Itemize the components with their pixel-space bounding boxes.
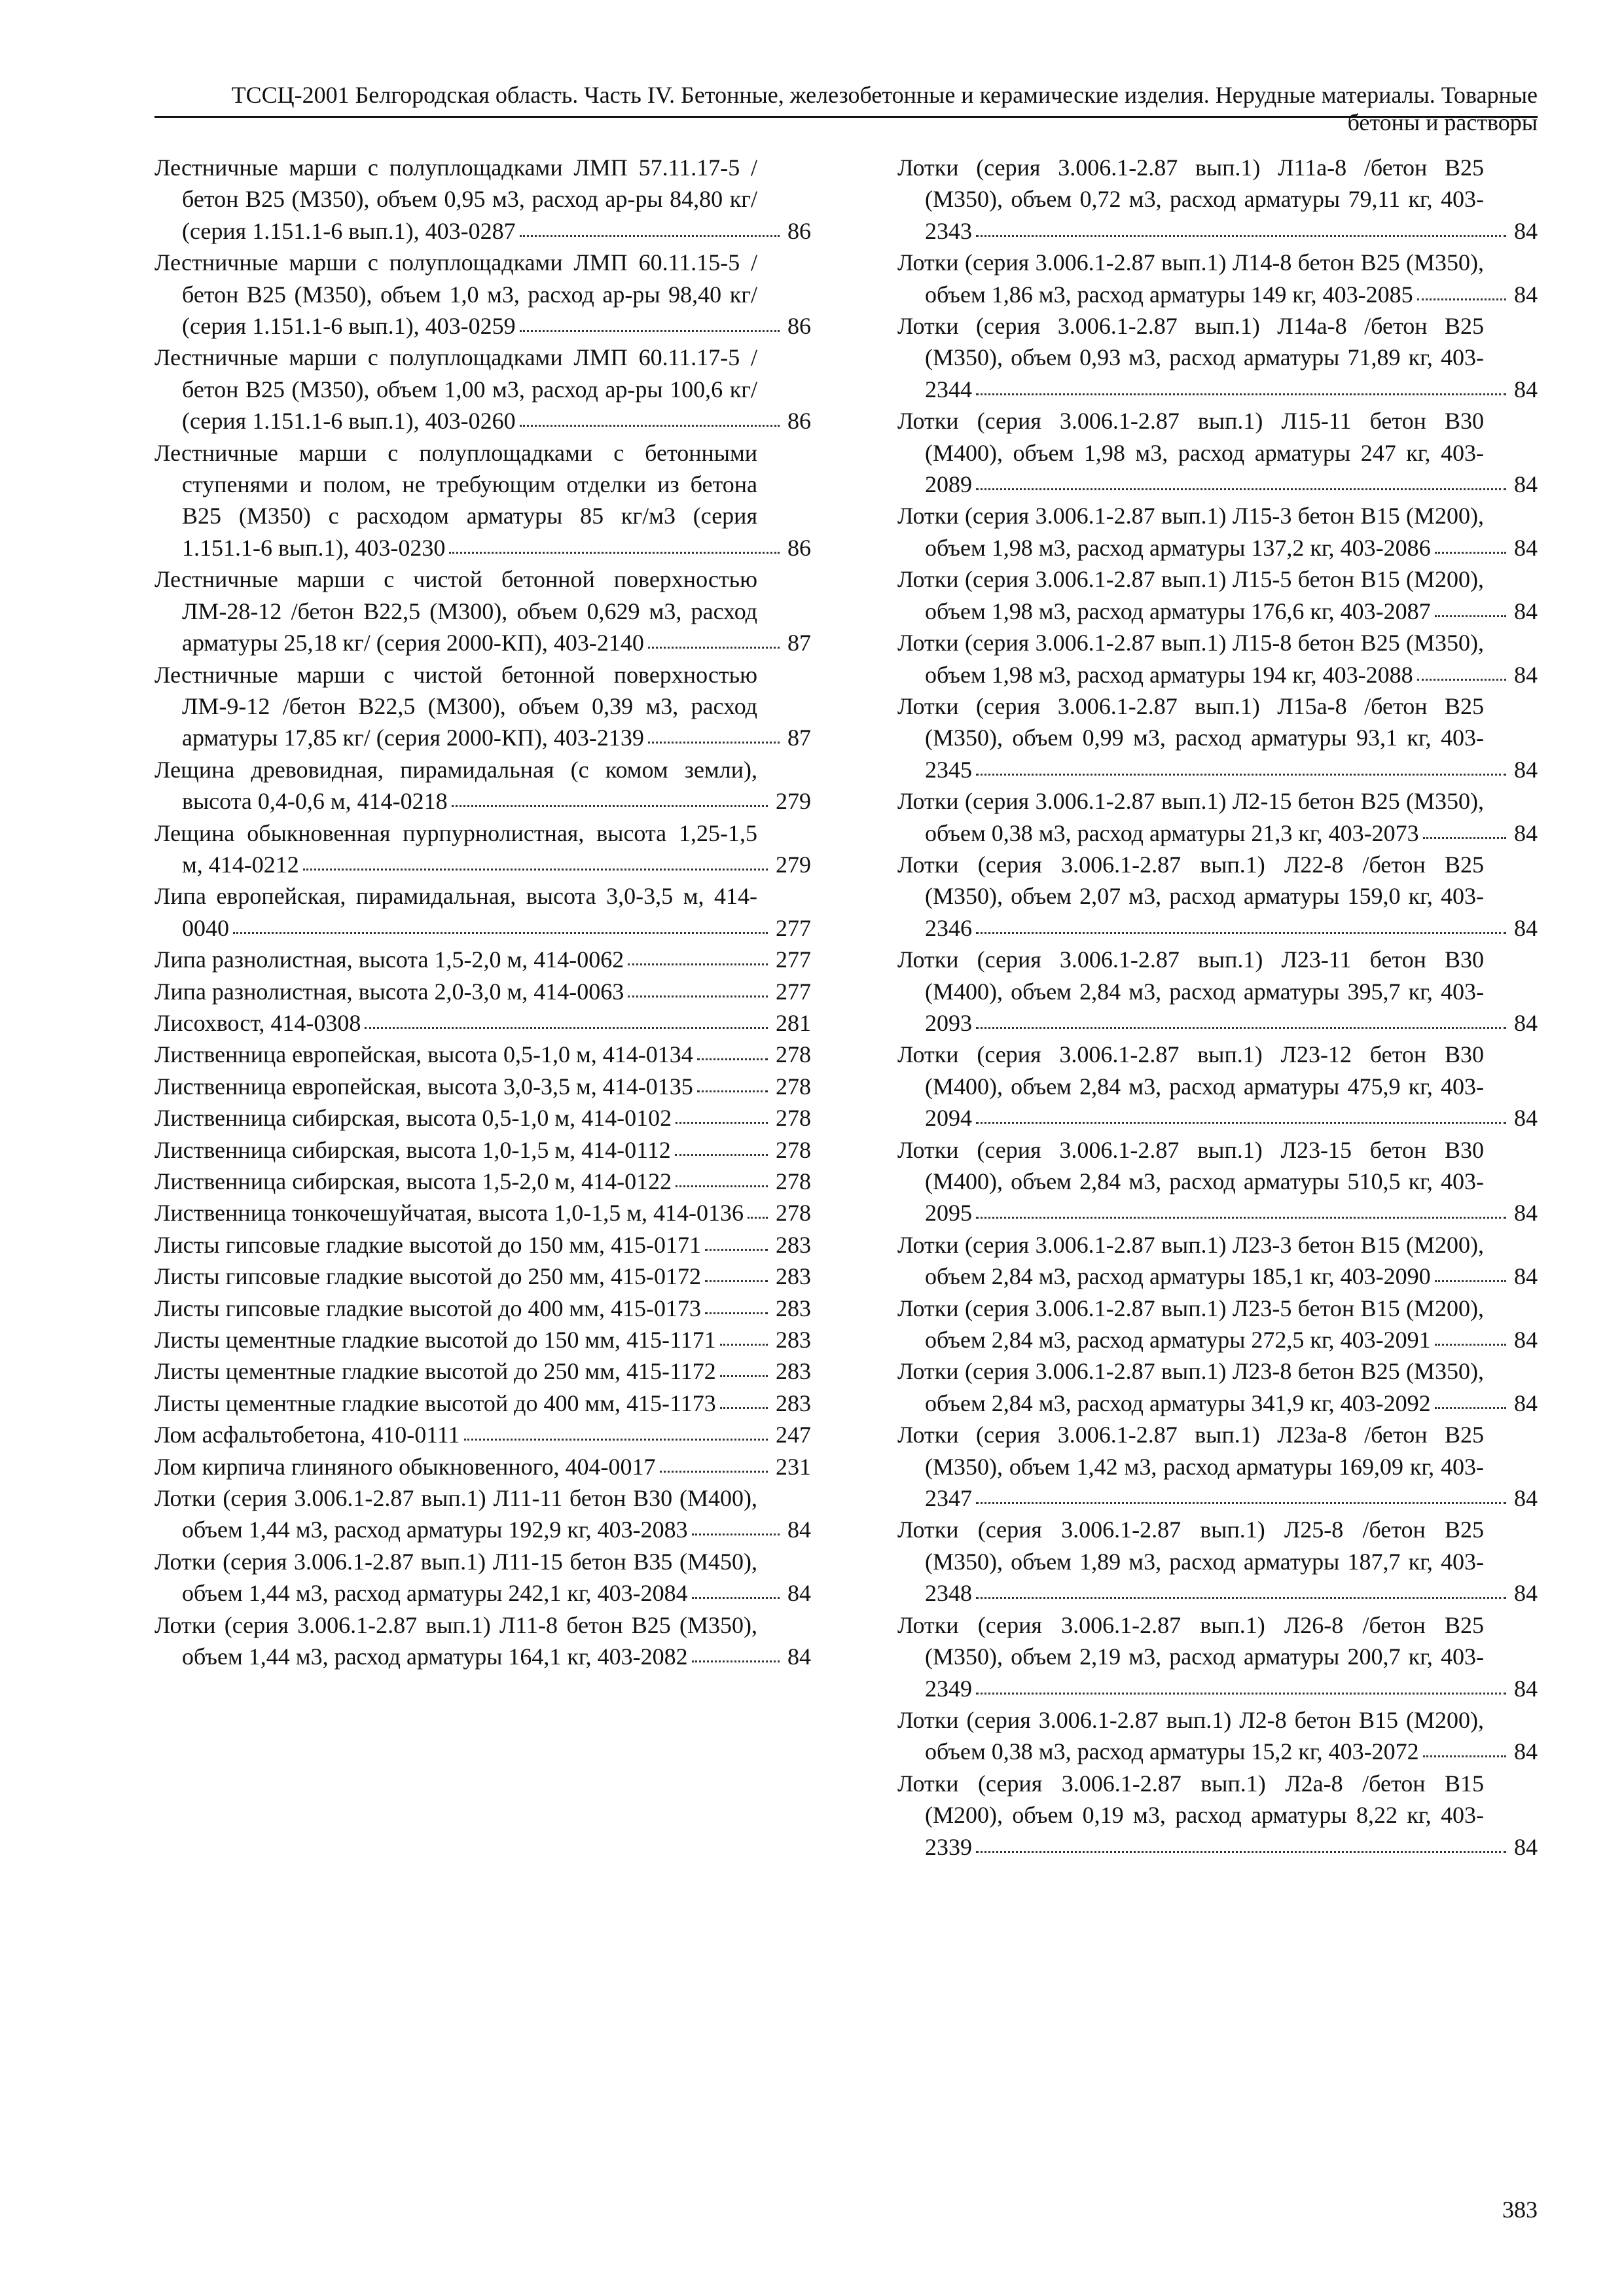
dot-leader <box>976 1693 1506 1695</box>
index-entry-page: 86 <box>782 215 811 247</box>
index-entry-text: Лиственница сибирская, высота 1,0-1,5 м, 414-0112 <box>154 1136 671 1163</box>
index-entry <box>154 1166 811 1197</box>
index-entry-page: 84 <box>1509 659 1538 691</box>
dot-leader <box>449 552 780 554</box>
dot-leader <box>720 1407 768 1409</box>
index-entry <box>154 880 811 944</box>
dot-leader <box>452 805 768 807</box>
index-entry-text: Лестничные марши с полуплощадками ЛМП 57.11.17-5 /бетон В25 (М350), объем 0,95 м3, расход ар-ры 84,80 кг/ (серия 1.151.1-6 вып.1), 403-0287 <box>154 154 757 244</box>
index-entry-text: Лотки (серия 3.006.1-2.87 вып.1) Л11-15 бетон В35 (М450), объем 1,44 м3, расход арматуры 242,1 кг, 403-2084 <box>154 1548 757 1607</box>
dot-leader <box>705 1249 768 1251</box>
dot-leader <box>976 774 1506 776</box>
index-entry-page: 283 <box>770 1261 811 1292</box>
index-entry-page: 283 <box>770 1388 811 1419</box>
dot-leader <box>1423 837 1506 839</box>
index-entry-page: 84 <box>1509 532 1538 564</box>
index-entry-page: 84 <box>1509 1197 1538 1229</box>
index-entry <box>897 944 1538 1039</box>
index-entry-text: Листы гипсовые гладкие высотой до 400 мм, 415-0173 <box>154 1295 702 1321</box>
dot-leader <box>692 1597 780 1599</box>
index-entry-page: 84 <box>782 1514 811 1545</box>
index-entry <box>154 1482 811 1546</box>
index-entry <box>897 1134 1538 1229</box>
index-entry <box>154 1007 811 1039</box>
running-header: ТССЦ-2001 Белгородская область. Часть IV. Бетонные, железобетонные и керамические изделия. Нерудные материалы. Товарные бетоны и растворы <box>231 82 1538 135</box>
index-entry <box>154 564 811 658</box>
index-entry-page: 84 <box>1509 1261 1538 1292</box>
index-entry-page: 84 <box>1509 1388 1538 1419</box>
index-entry-text: Листы цементные гладкие высотой до 400 мм, 415-1173 <box>154 1390 716 1416</box>
index-entry-text: Лотки (серия 3.006.1-2.87 вып.1) Л14-8 бетон В25 (М350), объем 1,86 м3, расход арматуры 149 кг, 403-2085 <box>897 249 1484 308</box>
index-entry-text: Лотки (серия 3.006.1-2.87 вып.1) Л15-3 бетон В15 (М200), объем 1,98 м3, расход арматуры 137,2 кг, 403-2086 <box>897 503 1484 561</box>
dot-leader <box>720 1375 768 1377</box>
index-entry-page: 87 <box>782 627 811 658</box>
dot-leader <box>1417 679 1506 681</box>
index-entry-text: Лотки (серия 3.006.1-2.87 вып.1) Л15а-8 /бетон В25 (М350), объем 0,99 м3, расход арматуры 93,1 кг, 403-2345 <box>897 692 1484 783</box>
dot-leader <box>648 742 780 744</box>
index-entry <box>154 1071 811 1102</box>
index-entry-text: Лотки (серия 3.006.1-2.87 вып.1) Л23-8 бетон В25 (М350), объем 2,84 м3, расход арматуры 341,9 кг, 403-2092 <box>897 1358 1484 1416</box>
index-entry-page: 278 <box>770 1102 811 1134</box>
index-entry <box>154 754 811 817</box>
dot-leader <box>520 235 780 237</box>
index-entry-text: Лотки (серия 3.006.1-2.87 вып.1) Л11-11 бетон В30 (М400), объем 1,44 м3, расход арматуры 192,9 кг, 403-2083 <box>154 1485 757 1543</box>
index-entry-text: Лотки (серия 3.006.1-2.87 вып.1) Л22-8 /бетон В25 (М350), объем 2,07 м3, расход арматуры 159,0 кг, 403-2346 <box>897 851 1484 941</box>
index-entry <box>897 1355 1538 1419</box>
index-entry-page: 84 <box>1509 1324 1538 1355</box>
dot-leader <box>976 1122 1506 1124</box>
dot-leader <box>705 1312 768 1314</box>
index-entry <box>897 152 1538 247</box>
dot-leader <box>697 1090 768 1092</box>
index-entry <box>897 500 1538 564</box>
index-entry-page: 231 <box>770 1451 811 1482</box>
index-entry <box>154 1102 811 1134</box>
index-entry <box>154 1419 811 1450</box>
index-entry <box>154 1355 811 1387</box>
index-entry-page: 84 <box>1509 596 1538 627</box>
dot-leader <box>520 425 780 427</box>
index-entry <box>154 1261 811 1292</box>
index-entry-text: Листы гипсовые гладкие высотой до 150 мм, 415-0171 <box>154 1231 702 1258</box>
index-entry <box>897 1514 1538 1609</box>
index-entry-text: Лотки (серия 3.006.1-2.87 вып.1) Л23а-8 /бетон В25 (М350), объем 1,42 м3, расход арматуры 169,09 кг, 403-2347 <box>897 1422 1484 1512</box>
index-entry <box>897 1704 1538 1768</box>
index-entry-text: Лотки (серия 3.006.1-2.87 вып.1) Л11а-8 /бетон В25 (М350), объем 0,72 м3, расход арматуры 79,11 кг, 403-2343 <box>897 154 1484 244</box>
index-entry-page: 278 <box>770 1134 811 1166</box>
dot-leader <box>628 963 768 965</box>
index-entry-page: 84 <box>1509 1673 1538 1704</box>
index-entry-page: 247 <box>770 1419 811 1450</box>
dot-leader <box>676 1185 768 1187</box>
index-entry-page: 87 <box>782 722 811 753</box>
index-entry-page: 84 <box>1509 1007 1538 1039</box>
dot-leader <box>1417 298 1506 300</box>
index-entry <box>154 437 811 564</box>
index-entry-text: Лотки (серия 3.006.1-2.87 вып.1) Л23-15 бетон В30 (М400), объем 2,84 м3, расход арматуры 510,5 кг, 403-2095 <box>897 1136 1484 1227</box>
index-entry-page: 84 <box>1509 1577 1538 1609</box>
index-entry <box>897 1293 1538 1356</box>
index-entry <box>154 342 811 437</box>
header-rule <box>154 116 1538 118</box>
index-entry-page: 278 <box>770 1071 811 1102</box>
dot-leader <box>720 1344 768 1346</box>
index-entry-text: Листы гипсовые гладкие высотой до 250 мм, 415-0172 <box>154 1263 702 1290</box>
index-entry-text: Лотки (серия 3.006.1-2.87 вып.1) Л23-11 бетон В30 (М400), объем 2,84 м3, расход арматуры 395,7 кг, 403-2093 <box>897 946 1484 1036</box>
index-entry-text: Лотки (серия 3.006.1-2.87 вып.1) Л23-5 бетон В15 (М200), объем 2,84 м3, расход арматуры 272,5 кг, 403-2091 <box>897 1295 1484 1354</box>
index-entry-text: Листы цементные гладкие высотой до 150 мм, 415-1171 <box>154 1327 716 1354</box>
index-entry-text: Лиственница сибирская, высота 0,5-1,0 м, 414-0102 <box>154 1105 672 1132</box>
index-entry-text: Лиственница тонкочешуйчатая, высота 1,0-1,5 м, 414-0136 <box>154 1200 744 1227</box>
dot-leader <box>660 1471 768 1473</box>
index-entry <box>897 627 1538 691</box>
index-entry-text: Лотки (серия 3.006.1-2.87 вып.1) Л15-11 бетон В30 (М400), объем 1,98 м3, расход арматуры 247 кг, 403-2089 <box>897 408 1484 498</box>
index-entry-text: Лестничные марши с чистой бетонной поверхностью ЛМ-28-12 /бетон В22,5 (М300), объем 0,629 м3, расход арматуры 25,18 кг/ (серия 2000-КП), 403-2140 <box>154 566 757 656</box>
index-entry <box>154 817 811 881</box>
dot-leader <box>520 330 780 332</box>
index-entry-text: Лотки (серия 3.006.1-2.87 вып.1) Л2-8 бетон В15 (М200), объем 0,38 м3, расход арматуры 15,2 кг, 403-2072 <box>897 1706 1484 1765</box>
index-entry-page: 84 <box>1509 817 1538 849</box>
dot-leader <box>976 235 1506 237</box>
index-entry <box>154 1546 811 1609</box>
index-entry <box>154 1609 811 1673</box>
dot-leader <box>1435 1280 1506 1282</box>
index-entry-text: Лотки (серия 3.006.1-2.87 вып.1) Л15-8 бетон В25 (М350), объем 1,98 м3, расход арматуры 194 кг, 403-2088 <box>897 630 1484 688</box>
dot-leader <box>976 1502 1506 1504</box>
index-entry-page: 84 <box>1509 279 1538 310</box>
index-entry <box>154 1388 811 1419</box>
index-entry <box>897 1768 1538 1863</box>
index-entry <box>154 659 811 754</box>
index-entry-page: 283 <box>770 1229 811 1261</box>
index-entry <box>154 1134 811 1166</box>
index-entry <box>897 785 1538 849</box>
index-entry-page: 86 <box>782 532 811 564</box>
index-entry-page: 278 <box>770 1166 811 1197</box>
page-number: 383 <box>1502 2197 1538 2223</box>
index-entry <box>154 1293 811 1324</box>
index-entry-page: 84 <box>1509 215 1538 247</box>
index-entry-page: 84 <box>1509 469 1538 500</box>
index-entry-page: 279 <box>770 849 811 880</box>
index-entry-page: 281 <box>770 1007 811 1039</box>
index-entry-text: Лиственница сибирская, высота 1,5-2,0 м, 414-0122 <box>154 1168 672 1194</box>
dot-leader <box>692 1660 780 1662</box>
dot-leader <box>1435 1344 1506 1346</box>
index-entry-text: Липа разнолистная, высота 1,5-2,0 м, 414-0062 <box>154 946 624 973</box>
index-entry-page: 283 <box>770 1293 811 1324</box>
index-entry-page: 283 <box>770 1324 811 1355</box>
dot-leader <box>976 1851 1506 1853</box>
index-entry <box>154 976 811 1007</box>
index-entry <box>897 1419 1538 1514</box>
index-entry <box>154 1324 811 1355</box>
index-entry <box>897 247 1538 310</box>
index-entry-page: 86 <box>782 405 811 437</box>
index-entry-text: Липа разнолистная, высота 2,0-3,0 м, 414-0063 <box>154 978 624 1005</box>
dot-leader <box>705 1280 768 1282</box>
index-entry-text: Лотки (серия 3.006.1-2.87 вып.1) Л23-12 бетон В30 (М400), объем 2,84 м3, расход арматуры 475,9 кг, 403-2094 <box>897 1041 1484 1132</box>
index-entry-text: Лотки (серия 3.006.1-2.87 вып.1) Л23-3 бетон В15 (М200), объем 2,84 м3, расход арматуры 185,1 кг, 403-2090 <box>897 1231 1484 1290</box>
index-entry-text: Лестничные марши с полуплощадками ЛМП 60.11.17-5 /бетон В25 (М350), объем 1,00 м3, расход ар-ры 100,6 кг/ (серия 1.151.1-6 вып.1), 403-0260 <box>154 344 757 435</box>
index-entry <box>897 1609 1538 1704</box>
index-entry-text: Лещина древовидная, пирамидальная (с комом земли), высота 0,4-0,6 м, 414-0218 <box>154 756 757 815</box>
index-entry-page: 84 <box>1509 1831 1538 1863</box>
index-entry-text: Лиственница европейская, высота 3,0-3,5 м, 414-0135 <box>154 1073 693 1100</box>
dot-leader <box>976 393 1506 395</box>
index-entry <box>897 849 1538 944</box>
index-entry-text: Лотки (серия 3.006.1-2.87 вып.1) Л2а-8 /бетон В15 (М200), объем 0,19 м3, расход арматуры 8,22 кг, 403-2339 <box>897 1770 1484 1860</box>
index-entry-text: Лисохвост, 414-0308 <box>154 1009 361 1036</box>
index-entry <box>897 1039 1538 1134</box>
dot-leader <box>675 1154 768 1156</box>
index-entry-text: Лотки (серия 3.006.1-2.87 вып.1) Л2-15 бетон В25 (М350), объем 0,38 м3, расход арматуры 21,3 кг, 403-2073 <box>897 788 1484 846</box>
dot-leader <box>748 1217 768 1219</box>
dot-leader <box>1423 1755 1506 1757</box>
dot-leader <box>365 1027 768 1029</box>
index-entry-page: 84 <box>1509 754 1538 785</box>
dot-leader <box>976 932 1506 934</box>
dot-leader <box>697 1058 768 1060</box>
index-entry <box>154 1197 811 1229</box>
index-column-right <box>897 152 1538 1863</box>
dot-leader <box>976 1217 1506 1219</box>
dot-leader <box>692 1534 780 1535</box>
dot-leader <box>1435 552 1506 554</box>
dot-leader <box>303 869 768 870</box>
index-entry-page: 277 <box>770 912 811 944</box>
index-entry-page: 84 <box>1509 1482 1538 1514</box>
index-entry <box>154 1229 811 1261</box>
index-entry-text: Лестничные марши с полуплощадками ЛМП 60.11.15-5 /бетон В25 (М350), объем 1,0 м3, расход ар-ры 98,40 кг/ (серия 1.151.1-6 вып.1), 403-0259 <box>154 249 757 340</box>
index-entry-text: Лом асфальтобетона, 410-0111 <box>154 1422 460 1448</box>
dot-leader <box>976 1597 1506 1599</box>
index-entry-page: 84 <box>1509 1736 1538 1767</box>
dot-leader <box>1435 1407 1506 1409</box>
index-entry-text: Лиственница европейская, высота 0,5-1,0 м, 414-0134 <box>154 1041 693 1068</box>
index-entry-page: 278 <box>770 1197 811 1229</box>
index-entry <box>897 1229 1538 1293</box>
index-entry-text: Лещина обыкновенная пурпурнолистная, высота 1,25-1,5 м, 414-0212 <box>154 819 757 878</box>
index-entry <box>897 405 1538 500</box>
dot-leader <box>628 996 768 997</box>
index-entry <box>154 152 811 247</box>
index-entry-text: Лотки (серия 3.006.1-2.87 вып.1) Л15-5 бетон В15 (М200), объем 1,98 м3, расход арматуры 176,6 кг, 403-2087 <box>897 566 1484 624</box>
index-entry-page: 86 <box>782 310 811 342</box>
index-entry-page: 84 <box>1509 912 1538 944</box>
index-entry-text: Лотки (серия 3.006.1-2.87 вып.1) Л11-8 бетон В25 (М350), объем 1,44 м3, расход арматуры 164,1 кг, 403-2082 <box>154 1611 757 1670</box>
dot-leader <box>976 1027 1506 1029</box>
index-entry <box>897 310 1538 405</box>
index-entry-page: 84 <box>782 1577 811 1609</box>
index-entry-text: Лестничные марши с чистой бетонной поверхностью ЛМ-9-12 /бетон В22,5 (М300), объем 0,39 м3, расход арматуры 17,85 кг/ (серия 2000-КП), 403-2139 <box>154 661 757 751</box>
dot-leader <box>648 647 780 649</box>
index-entry-text: Листы цементные гладкие высотой до 250 мм, 415-1172 <box>154 1358 716 1385</box>
dot-leader <box>464 1439 768 1441</box>
dot-leader <box>233 932 768 934</box>
index-entry-page: 279 <box>770 785 811 817</box>
index-entry-text: Лом кирпича глиняного обыкновенного, 404-0017 <box>154 1453 656 1480</box>
dot-leader <box>676 1122 768 1124</box>
index-entry <box>154 944 811 975</box>
index-entry <box>154 247 811 342</box>
index-entry <box>897 564 1538 627</box>
index-entry <box>897 691 1538 785</box>
index-entry-page: 283 <box>770 1355 811 1387</box>
index-entry-page: 84 <box>1509 374 1538 405</box>
index-entry-page: 277 <box>770 944 811 975</box>
index-entry <box>154 1451 811 1482</box>
dot-leader <box>976 488 1506 490</box>
index-entry-text: Липа европейская, пирамидальная, высота 3,0-3,5 м, 414-0040 <box>154 883 757 941</box>
index-entry-page: 84 <box>1509 1102 1538 1134</box>
index-entry <box>154 1039 811 1070</box>
index-column-left <box>154 152 811 1673</box>
index-entry-page: 278 <box>770 1039 811 1070</box>
index-entry-page: 277 <box>770 976 811 1007</box>
index-entry-text: Лестничные марши с полуплощадками с бетонными ступенями и полом, не требующим отделки из бетона В25 (М350) с расходом арматуры 85 кг/м3 (серия 1.151.1-6 вып.1), 403-0230 <box>154 439 757 561</box>
index-entry-text: Лотки (серия 3.006.1-2.87 вып.1) Л26-8 /бетон В25 (М350), объем 2,19 м3, расход арматуры 200,7 кг, 403-2349 <box>897 1611 1484 1702</box>
index-entry-page: 84 <box>782 1641 811 1672</box>
dot-leader <box>1435 615 1506 617</box>
index-entry-text: Лотки (серия 3.006.1-2.87 вып.1) Л14а-8 /бетон В25 (М350), объем 0,93 м3, расход арматуры 71,89 кг, 403-2344 <box>897 313 1484 403</box>
index-entry-text: Лотки (серия 3.006.1-2.87 вып.1) Л25-8 /бетон В25 (М350), объем 1,89 м3, расход арматуры 187,7 кг, 403-2348 <box>897 1516 1484 1607</box>
